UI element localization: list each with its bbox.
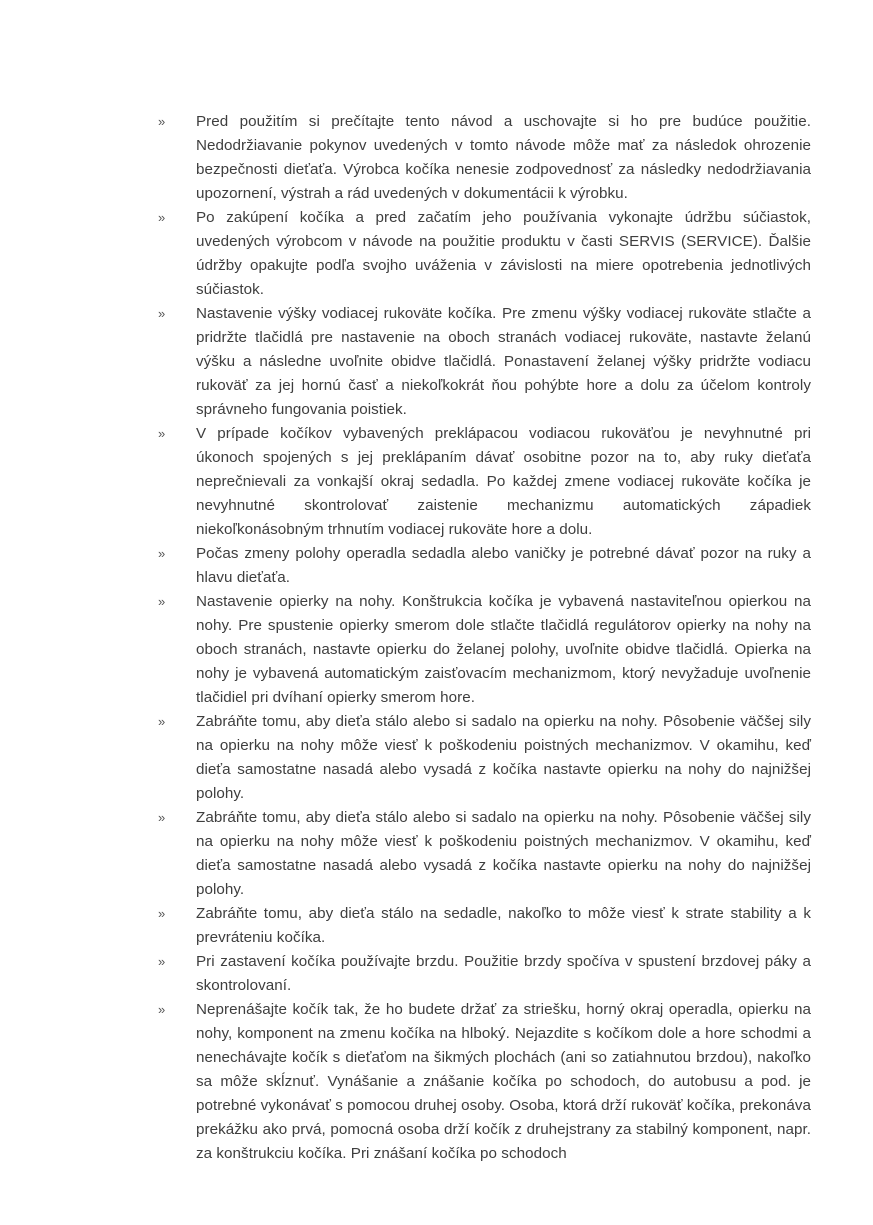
bullet-marker: »: [158, 810, 166, 825]
list-item: [158, 206, 811, 302]
list-item: [158, 422, 811, 542]
list-item: [158, 902, 811, 950]
bullet-marker: »: [158, 1002, 166, 1017]
list-item-text: Zabráňte tomu, aby dieťa stálo alebo si sadalo na opierku na nohy. Pôsobenie väčšej sily na opierku na nohy môže viesť k poškodeniu poistných mechanizmov. V okamihu, keď dieťa samostatne nasadá alebo vysadá z kočíka nastavte opierku na nohy do najnižšej polohy.: [196, 713, 811, 802]
bullet-marker: »: [158, 114, 166, 129]
safety-instructions-list: [158, 110, 811, 1166]
list-item: [158, 110, 811, 206]
list-item-text: Neprenášajte kočík tak, že ho budete držať za striešku, horný okraj operadla, opierku na nohy, komponent na zmenu kočíka na hlboký. Nejazdite s kočíkom dole a hore schodmi a nenechávajte kočík s dieťaťom na šikmých plochách (ani so zatiahnutou brzdou), nakoľko sa môže skĺznuť. Vynášanie a znášanie kočíka po schodoch, do autobusu a pod. je potrebné vykonávať s pomocou druhej osoby. Osoba, ktorá drží rukoväť kočíka, prekonáva prekážku ako prvá, pomocná osoba drží kočík z druhejstrany za stabilný komponent, napr. za konštrukciu kočíka. Pri znášaní kočíka po schodoch: [196, 1001, 811, 1162]
list-item-text: V prípade kočíkov vybavených preklápacou vodiacou rukoväťou je nevyhnutné pri úkonoch spojených s jej preklápaním dávať osobitne pozor na to, aby ruky dieťaťa neprečnievali za vonkajší okraj sedadla. Po každej zmene vodiacej rukoväte kočíka je nevyhnutné skontrolovať zaistenie mechanizmu automatických západiek niekoľkonásobným trhnutím vodiacej rukoväte hore a dolu.: [196, 425, 811, 538]
list-item-text: Nastavenie opierky na nohy. Konštrukcia kočíka je vybavená nastaviteľnou opierkou na nohy. Pre spustenie opierky smerom dole stlačte tlačidlá regulátorov opierky na nohy na oboch stranách, nastavte opierku do želanej polohy, uvoľnite obidve tlačidlá. Opierka na nohy je vybavená automatickým zaisťovacím mechanizmom, ktorý nevyžaduje uvoľnenie tlačidiel pri dvíhaní opierky smerom hore.: [196, 593, 811, 706]
list-item-text: Zabráňte tomu, aby dieťa stálo na sedadle, nakoľko to môže viesť k strate stability a k prevráteniu kočíka.: [196, 905, 811, 946]
bullet-marker: »: [158, 426, 166, 441]
list-item-text: Počas zmeny polohy operadla sedadla alebo vaničky je potrebné dávať pozor na ruky a hlavu dieťaťa.: [196, 545, 811, 586]
list-item-text: Zabráňte tomu, aby dieťa stálo alebo si sadalo na opierku na nohy. Pôsobenie väčšej sily na opierku na nohy môže viesť k poškodeniu poistných mechanizmov. V okamihu, keď dieťa samostatne nasadá alebo vysadá z kočíka nastavte opierku na nohy do najnižšej polohy.: [196, 809, 811, 898]
bullet-marker: »: [158, 306, 166, 321]
bullet-marker: »: [158, 906, 166, 921]
list-item: [158, 710, 811, 806]
bullet-marker: »: [158, 714, 166, 729]
list-item: [158, 998, 811, 1166]
list-item-text: Nastavenie výšky vodiacej rukoväte kočíka. Pre zmenu výšky vodiacej rukoväte stlačte a pridržte tlačidlá pre nastavenie na oboch stranách vodiacej rukoväte, nastavte želanú výšku a následne uvoľnite obidve tlačidlá. Ponastavení želanej výšky pridržte vodiacu rukoväť za jej hornú časť a niekoľkokrát ňou pohýbte hore a dolu za účelom kontroly správneho fungovania poistiek.: [196, 305, 811, 418]
list-item: [158, 542, 811, 590]
bullet-marker: »: [158, 546, 166, 561]
list-item-text: Pred použitím si prečítajte tento návod a uschovajte si ho pre budúce použitie. Nedodržiavanie pokynov uvedených v tomto návode môže mať za následok ohrozenie bezpečnosti dieťaťa. Výrobca kočíka nenesie zodpovednosť za následky nedodržiavania upozornení, výstrah a rád uvedených v dokumentácii k výrobku.: [196, 113, 811, 202]
list-item: [158, 302, 811, 422]
list-item-text: Pri zastavení kočíka používajte brzdu. Použitie brzdy spočíva v spustení brzdovej páky a skontrolovaní.: [196, 953, 811, 994]
list-item: [158, 950, 811, 998]
bullet-marker: »: [158, 594, 166, 609]
list-item: [158, 590, 811, 710]
bullet-marker: »: [158, 954, 166, 969]
list-item-text: Po zakúpení kočíka a pred začatím jeho používania vykonajte údržbu súčiastok, uvedených výrobcom v návode na použitie produktu v časti SERVIS (SERVICE). Ďalšie údržby opakujte podľa svojho uváženia v závislosti na miere opotrebenia jednotlivých súčiastok.: [196, 209, 811, 298]
list-item: [158, 806, 811, 902]
bullet-marker: »: [158, 210, 166, 225]
